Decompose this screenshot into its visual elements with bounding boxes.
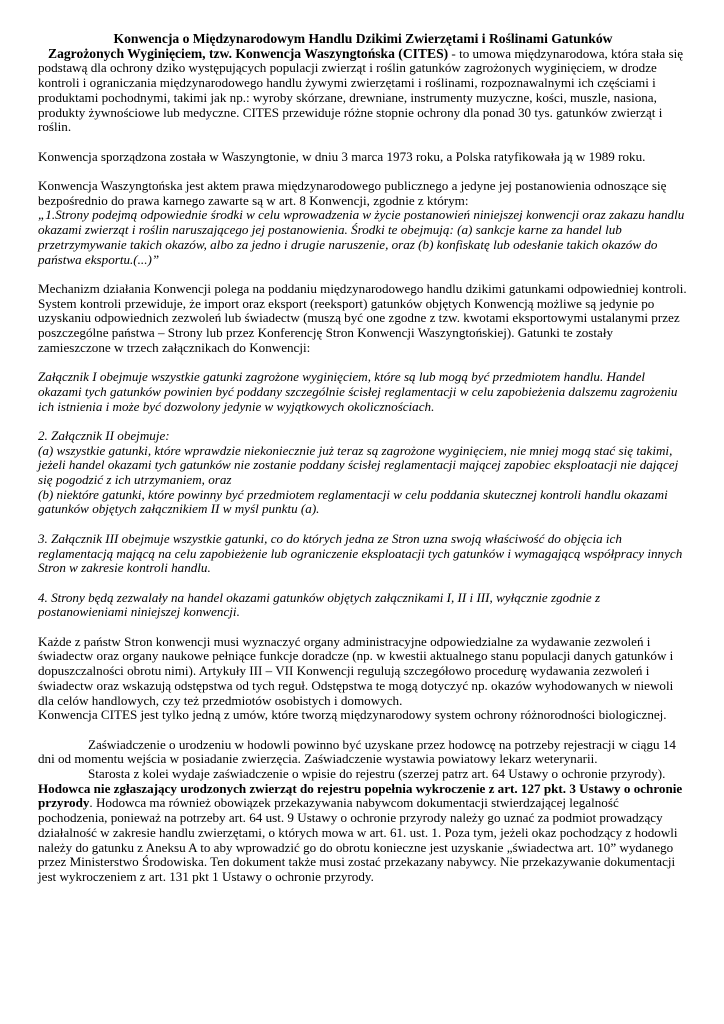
- paragraph-cites-one-of: Konwencja CITES jest tylko jedną z umów, które tworzą międzynarodowy system ochrony różnorodności biologicznej.: [38, 707, 667, 723]
- intro-text: - to umowa międzynarodowa, która stała się podstawą dla ochrony dziko występujących populacji zwierząt i roślin gatunków zagrożonych wyginięciem, w drodze kontroli i ograniczania międzynarodowego handlu żywymi zwierzętami i roślinami, rozpoznawalnymi ich częściami i produktami pochodnymi, takimi jak np.: wyroby skórzane, drewniane, instrumenty muzyczne, kości, muszle, nasiona, produkty żywnościowe lub medyczne. CITES przewiduje różne stopnie ochrony dla ponad 30 tys. gatunków zwierząt i roślin.: [38, 45, 684, 135]
- annex-2-heading: 2. Załącznik II obejmuje:: [38, 427, 170, 443]
- annex-2-point-b: (b) niektóre gatunki, które powinny być przedmiotem reglamentacji w celu poddania skutecznej kontroli handlu okazami gatunków objętych załącznikiem II w myśl punktu (a).: [38, 486, 668, 517]
- annex-3: 3. Załącznik III obejmuje wszystkie gatunki, co do których jedna ze Stron uzna swoją właściwość do objęcia ich reglamentacją mającą na celu zapobieżenie lub ograniczenie eksploatacji tych gatunków i wymagającą współpracy innych Stron w zakresie kontroli handlu.: [38, 530, 683, 576]
- document-title-line1: Konwencja o Międzynarodowym Handlu Dzikimi Zwierzętami i Roślinami Gatunków: [113, 31, 613, 46]
- document-page: [38, 32, 688, 885]
- paragraph-law: Konwencja Waszyngtońska jest aktem prawa międzynarodowego publicznego a jedyne jej postanowienia odnoszące się bezpośrednio do prawa karnego zawarte są w art. 8 Konwencji, zgodnie z którym:: [38, 178, 667, 208]
- annex-4: 4. Strony będą zezwalały na handel okazami gatunków objętych załącznikami I, II i III, wyłącznie zgodnie z postanowieniami niniejszej konwencji.: [38, 589, 601, 620]
- paragraph-mechanism: Mechanizm działania Konwencji polega na poddaniu międzynarodowego handlu dzikimi gatunkami odpowiedniej kontroli. System kontroli przewiduje, że import oraz eksport (reeksport) gatunków objętych Konwencją możliwe są jedynie po uzyskaniu odpowiednich zezwoleń lub świadectw (muszą być one zgodne z tzw. kwotami eksportowymi ustalanymi przez poszczególne państwa – Strony lub przez Konferencję Stron Konwencji Waszyngtońskiej). Gatunki te zostały zamieszczone w trzech załącznikach do Konwencji:: [38, 280, 687, 355]
- breeder-obligations-text: . Hodowca ma również obowiązek przekazywania nabywcom dokumentacji stwierdzającej legalność pochodzenia, ponieważ na potrzeby art. 64 ust. 9 Ustawy o ochronie przyrody należy go uznać za podmiot prowadzący działalność w zakresie handlu zwierzętami, o których mowa w art. 61. ust. 1. Poza tym, jeżeli okaz pochodzący z hodowli należy do gatunku z Aneksu A to aby wprowadzić go do obrotu konieczne jest uzyskanie „świadectwa art. 10” wydanego przez Ministerstwo Środowiska. Ten dokument także musi zostać przekazany nabywcy. Nie przekazywanie dokumentacji jest wykroczeniem z art. 131 pkt 1 Ustawy o ochronie przyrody.: [38, 795, 678, 884]
- paragraph-breeder-obligations: [38, 782, 688, 885]
- paragraph-starosta: Starosta z kolei wydaje zaświadczenie o wpisie do rejestru (szerzej patrz art. 64 Ustawy o ochronie przyrody).: [88, 766, 666, 782]
- annex-1: Załącznik I obejmuje wszystkie gatunki zagrożone wyginięciem, które są lub mogą być przedmiotem handlu. Handel okazami tych gatunków powinien być poddany szczególnie ścisłej reglamentacji w celu zapobieżenia dalszemu zagrożeniu ich istnienia i może być dozwolony jedynie w wyjątkowych okolicznościach.: [38, 369, 678, 414]
- document-title-line2: Zagrożonych Wyginięciem, tzw. Konwencja Waszyngtońska (CITES): [48, 45, 449, 61]
- quote-art8: „1.Strony podejmą odpowiednie środki w celu wprowadzenia w życie postanowień niniejszej konwencji oraz zakazu handlu okazami zwierząt i roślin naruszającego jej postanowienia. Środki te obejmują: (a) sankcje karne za handel lub przetrzymywanie takich okazów, albo za jedno i drugie naruszenie, oraz (b) konfiskatę lub odesłanie takich okazów do państwa eksportu.(...)”: [38, 207, 685, 267]
- intro-line: [38, 47, 688, 135]
- paragraph-certificate: Zaświadczenie o urodzeniu w hodowli powinno być uzyskane przez hodowcę na potrzeby rejestracji w ciągu 14 dni od momentu wejścia w posiadanie zwierzęcia. Zaświadczenie wystawia powiatowy lekarz weterynarii.: [38, 736, 676, 767]
- offense-bold-text: Hodowca nie zgłaszający urodzonych zwierząt do rejestru popełnia wykroczenie z art. 127 pkt. 3 Ustawy o ochronie przyrody: [38, 780, 683, 811]
- intro-paragraph: [38, 32, 688, 135]
- paragraph-authorities: Każde z państw Stron konwencji musi wyznaczyć organy administracyjne odpowiedzialne za wydawanie zezwoleń i świadectw oraz organy naukowe pełniące funkcje doradcze (np. w kwestii aktualnego stanu populacji danych gatunków i dopuszczalności obrotu nimi). Artykuły III – VII Konwencji regulują szczegółowo procedurę wydawania zezwoleń i świadectw oraz wskazują odstępstwa od tych reguł. Odstępstwa te mogą dotyczyć np. okazów wyhodowanych w niewoli dla celów handlowych, czy też przedmiotów osobistych i domowych.: [38, 633, 674, 708]
- annex-2-point-a: (a) wszystkie gatunki, które wprawdzie niekoniecznie już teraz są zagrożone wyginięciem, nie mniej mogą stać się takimi, jeżeli handel okazami tych gatunków nie zostanie poddany ścisłej reglamentacji mającej zapobiec eksploatacji nie dającej się pogodzić z ich utrzymaniem, oraz: [38, 442, 679, 488]
- paragraph-signed: Konwencja sporządzona została w Waszyngtonie, w dniu 3 marca 1973 roku, a Polska ratyfikowała ją w 1989 roku.: [38, 148, 646, 164]
